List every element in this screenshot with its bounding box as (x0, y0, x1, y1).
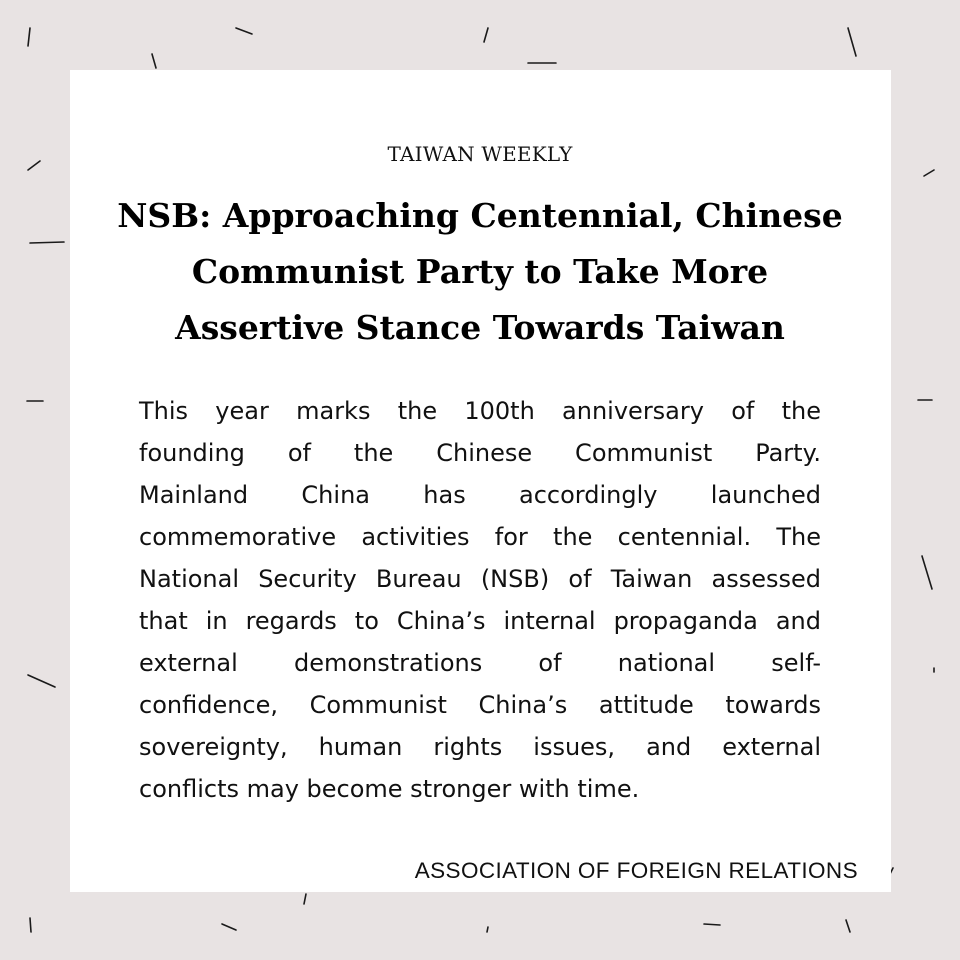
background-stroke (28, 675, 55, 687)
headline-line: Assertive Stance Towards Taiwan (175, 308, 785, 347)
body-line: founding of the Chinese Communist Party. (139, 439, 821, 467)
body-line: conflicts may become stronger with time. (139, 775, 640, 803)
body-line: National Security Bureau (NSB) of Taiwan assessed (139, 565, 821, 593)
background-stroke (484, 28, 488, 42)
body-line: commemorative activities for the centennial. The (139, 523, 821, 551)
publication-name: TAIWAN WEEKLY (387, 142, 573, 166)
background-stroke (704, 924, 720, 925)
body-line: sovereignty, human rights issues, and external (139, 733, 821, 761)
body-line: external demonstrations of national self- (139, 649, 821, 677)
background-stroke (487, 927, 488, 932)
background-stroke (304, 894, 306, 904)
background-stroke (30, 242, 64, 243)
body-line: that in regards to China’s internal propaganda and (139, 607, 821, 635)
article-body (139, 390, 821, 810)
background-stroke (846, 920, 850, 932)
background-stroke (924, 170, 934, 176)
background-stroke (222, 924, 236, 930)
background-stroke (848, 28, 856, 56)
background-stroke (30, 918, 31, 932)
headline (80, 188, 880, 356)
body-line: This year marks the 100th anniversary of the (139, 397, 821, 425)
background-stroke (152, 54, 156, 68)
headline-line: NSB: Approaching Centennial, Chinese (117, 196, 843, 235)
background-stroke (28, 28, 30, 46)
body-line: Mainland China has accordingly launched (139, 481, 821, 509)
background-stroke (922, 556, 932, 589)
body-line: confidence, Communist China’s attitude towards (139, 691, 821, 719)
organization-name: ASSOCIATION OF FOREIGN RELATIONS (414, 858, 858, 883)
background-stroke (236, 28, 252, 34)
headline-line: Communist Party to Take More (191, 252, 769, 291)
